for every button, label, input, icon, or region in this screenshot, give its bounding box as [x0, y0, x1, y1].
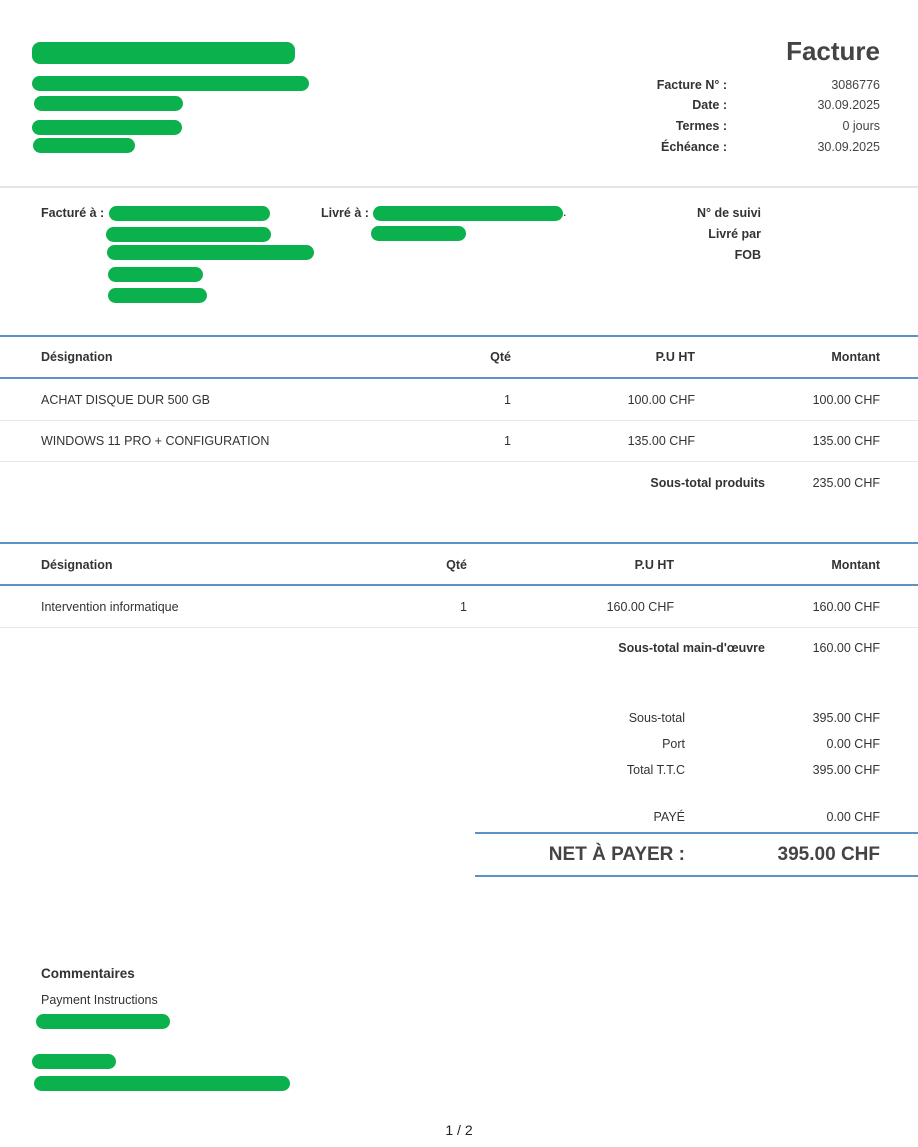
redacted-payment-line-3 — [34, 1076, 290, 1091]
row-unit-price: 160.00 CHF — [606, 600, 674, 614]
net-to-pay-value: 395.00 CHF — [777, 844, 880, 865]
fob-label: FOB — [734, 248, 761, 262]
redacted-sender-name — [32, 42, 295, 64]
totals-shipping-value: 0.00 CHF — [826, 737, 880, 751]
net-top-rule — [475, 832, 918, 834]
invoice-terms-label: Termes : — [675, 119, 727, 133]
row-qty: 1 — [460, 600, 467, 614]
invoice-date-value: 30.09.2025 — [817, 98, 880, 112]
totals-ttc-value: 395.00 CHF — [812, 763, 880, 777]
billed-to-label: Facturé à : — [41, 206, 105, 220]
invoice-terms-value: 0 jours — [842, 119, 880, 133]
redacted-billing-line-5 — [108, 288, 207, 303]
net-bottom-rule — [475, 875, 918, 877]
page-number: 1 / 2 — [445, 1122, 473, 1138]
row-qty: 1 — [504, 393, 511, 407]
row-amount: 135.00 CHF — [812, 434, 880, 448]
row-divider — [0, 420, 918, 421]
delivered-to-label: Livré à : — [321, 206, 369, 220]
products-table-top-rule — [0, 335, 918, 337]
row-divider — [0, 461, 918, 462]
products-col-amount: Montant — [831, 350, 880, 364]
redacted-sender-address-4 — [33, 138, 135, 153]
tracking-number-label: N° de suivi — [696, 206, 761, 220]
totals-shipping-label: Port — [662, 737, 685, 751]
products-header-rule — [0, 377, 918, 379]
invoice-due-label: Échéance : — [660, 140, 727, 154]
redacted-billing-line-1 — [109, 206, 270, 221]
comments-heading: Commentaires — [41, 966, 135, 981]
totals-subtotal-value: 395.00 CHF — [812, 711, 880, 725]
row-designation: Intervention informatique — [41, 600, 179, 614]
redacted-delivery-line-1 — [373, 206, 563, 221]
labor-col-designation: Désignation — [41, 558, 113, 572]
labor-table-top-rule — [0, 542, 918, 544]
products-subtotal-value: 235.00 CHF — [812, 476, 880, 490]
products-col-unit-price: P.U HT — [655, 350, 695, 364]
redacted-billing-line-3 — [107, 245, 314, 260]
row-unit-price: 100.00 CHF — [627, 393, 695, 407]
row-designation: ACHAT DISQUE DUR 500 GB — [41, 393, 211, 407]
invoice-due-value: 30.09.2025 — [817, 140, 880, 154]
totals-ttc-label: Total T.T.C — [626, 763, 685, 777]
labor-col-amount: Montant — [831, 558, 880, 572]
header-divider — [0, 186, 918, 188]
comments-text: Payment Instructions — [41, 993, 158, 1007]
paid-label: PAYÉ — [653, 810, 685, 824]
redacted-billing-line-2 — [106, 227, 271, 242]
redacted-billing-line-4 — [108, 267, 203, 282]
redacted-sender-address-1 — [32, 76, 309, 91]
row-divider — [0, 627, 918, 628]
row-unit-price: 135.00 CHF — [627, 434, 695, 448]
paid-value: 0.00 CHF — [826, 810, 880, 824]
labor-col-unit-price: P.U HT — [634, 558, 674, 572]
invoice-number-label: Facture N° : — [656, 78, 727, 92]
invoice-date-label: Date : — [692, 98, 727, 112]
redacted-payment-line-2 — [32, 1054, 116, 1069]
products-col-qty: Qté — [490, 350, 511, 364]
labor-subtotal-label: Sous-total main-d'œuvre — [618, 641, 765, 655]
products-subtotal-label: Sous-total produits — [650, 476, 765, 490]
redacted-sender-address-3 — [32, 120, 182, 135]
redacted-delivery-line-2 — [371, 226, 466, 241]
row-qty: 1 — [504, 434, 511, 448]
net-to-pay-label: NET À PAYER : — [548, 844, 685, 865]
delivery-line-suffix: . — [563, 205, 567, 219]
invoice-number-value: 3086776 — [831, 78, 880, 92]
products-col-designation: Désignation — [41, 350, 113, 364]
shipped-by-label: Livré par — [708, 227, 761, 241]
row-designation: WINDOWS 11 PRO + CONFIGURATION — [41, 434, 270, 448]
labor-subtotal-value: 160.00 CHF — [812, 641, 880, 655]
row-amount: 160.00 CHF — [812, 600, 880, 614]
row-amount: 100.00 CHF — [812, 393, 880, 407]
totals-subtotal-label: Sous-total — [628, 711, 685, 725]
invoice-title: Facture — [786, 36, 880, 66]
labor-header-rule — [0, 584, 918, 586]
redacted-sender-address-2 — [34, 96, 183, 111]
labor-col-qty: Qté — [446, 558, 467, 572]
redacted-payment-line-1 — [36, 1014, 170, 1029]
